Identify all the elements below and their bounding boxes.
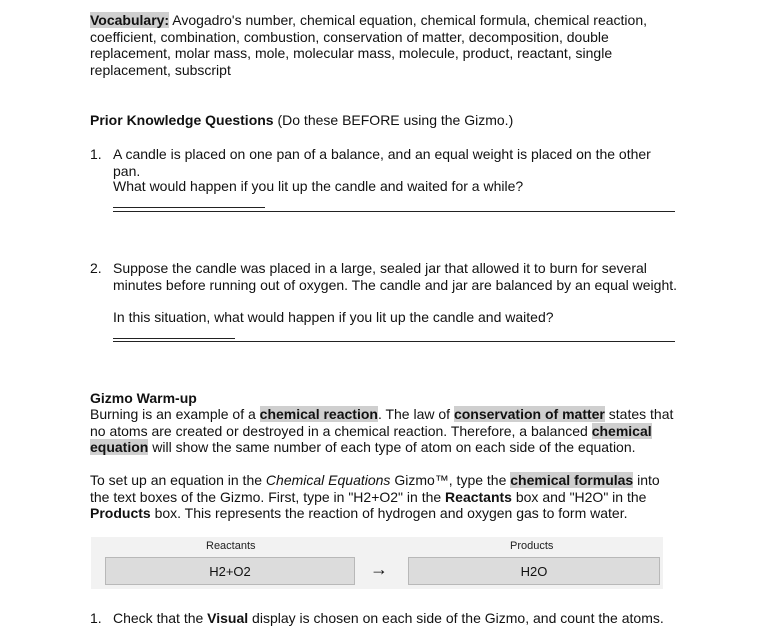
term-conservation-of-matter: conservation of matter bbox=[453, 406, 605, 422]
warmup-paragraph-2 bbox=[90, 472, 680, 522]
term-chemical-reaction: chemical reaction bbox=[259, 406, 378, 422]
warmup-p2-text-a: To set up an equation in the bbox=[90, 472, 266, 488]
question-1-answer-blank[interactable] bbox=[113, 195, 265, 208]
question-2-prompt: In this situation, what would happen if you lit up the candle and waited? bbox=[113, 309, 554, 325]
vocabulary-label: Vocabulary: bbox=[90, 12, 170, 28]
prior-knowledge-heading bbox=[90, 112, 680, 129]
products-word: Products bbox=[90, 505, 151, 522]
reactants-input[interactable]: H2+O2 bbox=[105, 557, 355, 585]
warmup-p2-text-e: box. This represents the reaction of hydrogen and oxygen gas to form water. bbox=[150, 505, 628, 522]
warmup-p1-text-d: will show the same number of each type of atom on each side of the equation. bbox=[148, 439, 636, 456]
products-label: Products bbox=[510, 540, 554, 552]
question-1-text: A candle is placed on one pan of a balance, and an equal weight is placed on the other pan. bbox=[113, 146, 651, 179]
products-input[interactable]: H2O bbox=[408, 557, 660, 585]
warmup-p2-text-c: into the text boxes of the Gizmo. First, type in "H2+O2" in the bbox=[90, 472, 660, 505]
warmup-heading bbox=[90, 390, 680, 407]
warmup-paragraph-1 bbox=[90, 406, 680, 456]
question-1-number: 1. bbox=[90, 146, 102, 162]
question-2-answer-line[interactable] bbox=[113, 341, 675, 342]
prior-knowledge-note: (Do these BEFORE using the Gizmo.) bbox=[277, 112, 514, 128]
vocabulary-paragraph bbox=[90, 12, 680, 78]
warmup-p1-text-c: states that no atoms are created or destroyed in a chemical reaction. Therefore, a balanced bbox=[90, 406, 674, 439]
step-1-visual-word: Visual bbox=[207, 610, 249, 626]
term-chemical-equation: chemical equation bbox=[90, 422, 652, 456]
warmup-p2-text-b: Gizmo™, type the bbox=[390, 472, 511, 488]
reactants-label: Reactants bbox=[206, 540, 256, 552]
warmup-title: Gizmo Warm-up bbox=[90, 390, 197, 406]
question-2-text: Suppose the candle was placed in a large, sealed jar that allowed it to burn for several minutes before running out of oxygen. The candle and jar are balanced by an equal weight. bbox=[113, 260, 678, 293]
step-1-text-b: display is chosen on each side of the Gizmo, and count the atoms. bbox=[248, 610, 664, 626]
question-2-answer-blank[interactable] bbox=[113, 326, 235, 339]
warmup-p2-text-d: box and "H2O" in the bbox=[511, 488, 647, 505]
term-chemical-formulas: chemical formulas bbox=[510, 472, 634, 488]
reactants-word: Reactants bbox=[445, 488, 512, 505]
prior-knowledge-title: Prior Knowledge Questions bbox=[90, 112, 274, 128]
step-1-number: 1. bbox=[90, 610, 102, 626]
gizmo-equation-panel bbox=[91, 537, 663, 589]
question-1-answer-line[interactable] bbox=[113, 211, 675, 212]
step-1-text-a: Check that the bbox=[113, 610, 208, 626]
vocabulary-terms: Avogadro's number, chemical equation, chemical formula, chemical reaction, coefficient, combination, combustion, conservation of matter, decomposition, double replacement, molar mass, mole, molecular mass, molecule, product, reactant, single replacement, subscript bbox=[90, 12, 647, 78]
gizmo-name: Chemical Equations bbox=[265, 472, 391, 488]
question-1-prompt: What would happen if you lit up the candle and waited for a while? bbox=[113, 178, 524, 194]
question-2-number: 2. bbox=[90, 260, 102, 276]
reaction-arrow-icon: → bbox=[370, 559, 388, 579]
warmup-p1-text-b: . The law of bbox=[377, 406, 454, 422]
warmup-p1-text-a: Burning is an example of a bbox=[90, 406, 260, 422]
